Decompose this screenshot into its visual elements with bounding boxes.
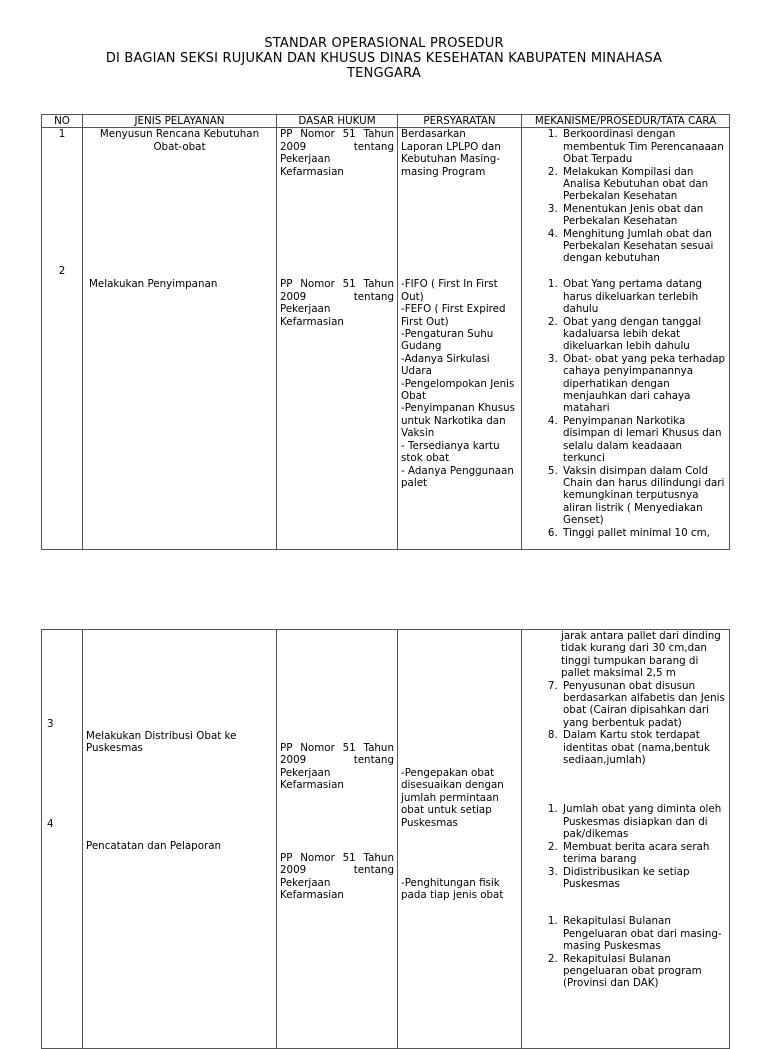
list-item: 4. Penyimpanan Narkotika disimpan di lemari Khusus dan selalu dalam keadaaan terkunci (561, 415, 726, 465)
table-row (42, 128, 730, 550)
list-item: -Pengaturan Suhu Gudang (401, 328, 494, 353)
procedure-list-1 (525, 128, 726, 278)
list-item: 6. Tinggi pallet minimal 10 cm, (561, 527, 726, 539)
list-item: 1. Rekapitulasi Bulanan Pengeluaran obat dari masing-masing Puskesmas (561, 915, 726, 952)
list-item: 3. Obat- obat yang peka terhadap cahaya penyimpanannya diperhatikan dengan menjauhkan dari cahaya matahari (561, 353, 726, 415)
header-jenis-pelayanan: JENIS PELAYANAN (83, 115, 277, 128)
header-no: NO (42, 115, 83, 128)
row-number-4: 4 (47, 818, 54, 831)
cell-dasar-hukum (277, 128, 398, 550)
cell-no (42, 630, 83, 1049)
procedure-list-2 (525, 278, 726, 539)
requirement-4: -Penghitungan fisik pada tiap jenis obat (401, 877, 504, 902)
list-item: 3. Didistribusikan ke setiap Puskesmas (561, 866, 726, 891)
cell-jenis-pelayanan (83, 128, 277, 550)
law-line-1: PP Nomor 51 Tahun (280, 128, 394, 141)
list-item: -FEFO ( First Expired First Out) (401, 303, 506, 328)
law-line-3: Pekerjaan (280, 153, 331, 166)
list-item: 2. Melakukan Kompilasi dan Analisa Kebutuhan obat dan Perbekalan Kesehatan (561, 166, 726, 203)
procedure-list-3 (525, 803, 726, 890)
procedure-list-2-continued (525, 680, 726, 767)
list-item: -FIFO ( First In First Out) (401, 278, 498, 303)
header-mekanisme: MEKANISME/PROSEDUR/TATA CARA (522, 115, 730, 128)
title-line-2: DI BAGIAN SEKSI RUJUKAN DAN KHUSUS DINAS KESEHATAN KABUPATEN MINAHASA (105, 51, 663, 66)
legal-basis-3: PP Nomor 51 Tahun 2009 tentang Pekerjaan Kefarmasian (280, 742, 394, 792)
table-row (42, 630, 730, 1049)
cell-no (42, 128, 83, 550)
list-item: 1. Berkoordinasi dengan membentuk Tim Perencanaaan Obat Terpadu (561, 128, 726, 165)
service-name-3: Melakukan Distribusi Obat ke Puskesmas (86, 730, 237, 755)
law-line-4: Kefarmasian (280, 165, 344, 178)
legal-basis-1 (280, 128, 394, 278)
law-line-2: 2009 tentang (280, 140, 394, 153)
service-name-1: Menyusun Rencana Kebutuhan Obat-obat (99, 128, 260, 153)
list-item: -Adanya Sirkulasi Udara (401, 352, 490, 378)
list-item: 1. Obat Yang pertama datang harus dikeluarkan terlebih dahulu (561, 278, 726, 315)
list-item: 3. Menentukan Jenis obat dan Perbekalan Kesehatan (561, 203, 726, 228)
document-title (0, 36, 768, 81)
row-number-2: 2 (58, 264, 66, 277)
cell-persyaratan (398, 630, 522, 1049)
list-item: - Adanya Penggunaan palet (401, 464, 514, 489)
list-item: 4. Menghitung Jumlah obat dan Perbekalan Kesehatan sesuai dengan kebutuhan (561, 228, 726, 265)
list-item: 2. Membuat berita acara serah terima barang (561, 841, 726, 866)
sop-table-page-1 (41, 114, 730, 550)
sop-table-page-2 (41, 629, 730, 1049)
legal-basis-2: PP Nomor 51 Tahun 2009 tentang Pekerjaan Kefarmasian (280, 278, 394, 328)
title-line-1: STANDAR OPERASIONAL PROSEDUR (264, 36, 504, 51)
service-name-2: Melakukan Penyimpanan (89, 278, 218, 291)
list-item: 2. Obat yang dengan tanggal kadaluarsa lebih dekat dikeluarkan lebih dahulu (561, 316, 726, 353)
cell-mekanisme (522, 630, 730, 1049)
cell-dasar-hukum (277, 630, 398, 1049)
cell-jenis-pelayanan (83, 630, 277, 1049)
cell-mekanisme (522, 128, 730, 550)
row-number-3: 3 (47, 718, 54, 730)
cell-persyaratan (398, 128, 522, 550)
row-number-1: 1 (58, 128, 66, 141)
list-item: -Pengelompokan Jenis Obat (401, 377, 515, 403)
requirement-3: -Pengepakan obat disesuaikan dengan jumlah permintaan obat untuk setiap Puskesmas (401, 767, 504, 829)
procedure-list-4 (525, 915, 726, 989)
list-item: 1. Jumlah obat yang diminta oleh Puskesmas disiapkan dan di pak/dikemas (561, 803, 726, 840)
header-dasar-hukum: DASAR HUKUM (277, 115, 398, 128)
header-persyaratan: PERSYARATAN (398, 115, 522, 128)
list-item: -Penyimpanan Khusus untuk Narkotika dan Vaksin (401, 402, 515, 440)
service-name-4: Pencatatan dan Pelaporan (86, 840, 222, 852)
list-item: - Tersedianya kartu stok obat (401, 439, 500, 465)
list-item: 5. Vaksin disimpan dalam Cold Chain dan harus dilindungi dari kemungkinan terputusnya aliran listrik ( Menyediakan Genset) (561, 465, 726, 527)
list-item: 2. Rekapitulasi Bulanan pengeluaran obat program (Provinsi dan DAK) (561, 953, 726, 990)
table-header-row (42, 115, 730, 128)
title-line-3: TENGGARA (347, 66, 421, 81)
legal-basis-4: PP Nomor 51 Tahun 2009 tentang Pekerjaan Kefarmasian (280, 852, 394, 902)
procedure-continuation: jarak antara pallet dari dinding tidak kurang dari 30 cm,dan tinggi tumpukan barang di pallet maksimal 2,5 m (561, 630, 721, 680)
list-item: 8. Dalam Kartu stok terdapat identitas obat (nama,bentuk sediaan,jumlah) (561, 729, 726, 766)
requirement-1: Berdasarkan Laporan LPLPO dan Kebutuhan Masing- masing Program (401, 128, 501, 178)
list-item: 7. Penyusunan obat disusun berdasarkan alfabetis dan Jenis obat (Cairan dipisahkan dari yang berbentuk padat) (561, 680, 726, 730)
requirement-2 (401, 278, 518, 489)
